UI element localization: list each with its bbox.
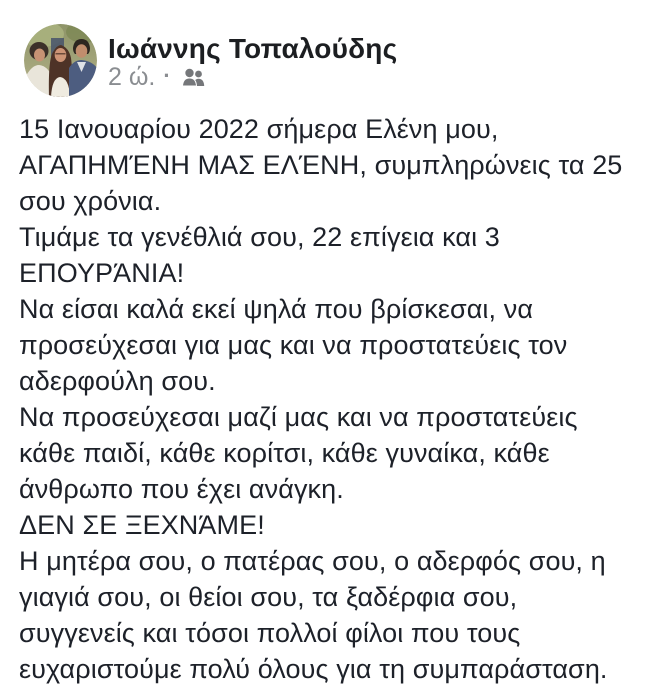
post-text-line: συγγενείς και τόσοι πολλοί φίλοι που τους: [19, 618, 521, 648]
profile-photo-icon: [24, 24, 97, 97]
post-text-line: αδερφούλη σου.: [19, 366, 216, 396]
post-text-line: ΑΓΑΠΗΜΈΝΗ ΜΑΣ ΕΛΈΝΗ, συμπληρώνεις τα 25: [19, 150, 623, 180]
post-text-line: ΕΠΟΥΡΆΝΙΑ!: [19, 258, 185, 288]
post-text-line: σου χρόνια.: [19, 186, 162, 216]
post-meta: [108, 63, 207, 92]
post-text-line: Η μητέρα σου, ο πατέρας σου, ο αδερφός σου, η: [19, 546, 606, 576]
post-text-line: ΔΕΝ ΣΕ ΞΕΧΝΆΜΕ!: [19, 510, 265, 540]
friends-icon: [181, 68, 207, 88]
timestamp[interactable]: 2 ώ.: [108, 63, 156, 91]
post-text-line: Τιμάμε τα γενέθλιά σου, 22 επίγεια και 3: [19, 222, 500, 252]
post-text-line: άνθρωπο που έχει ανάγκη.: [19, 474, 344, 504]
meta-separator: ·: [163, 62, 171, 88]
post-text-line: Να είσαι καλά εκεί ψηλά που βρίσκεσαι, να: [19, 294, 534, 324]
post-text: [0, 111, 650, 685]
post-text-line: κάθε παιδί, κάθε κορίτσι, κάθε γυναίκα, κάθε: [19, 438, 550, 468]
post-text-line: προσεύχεσαι για μας και να προστατεύεις τον: [19, 330, 568, 360]
post-text-line: ευχαριστούμε πολύ όλους για τη συμπαράσταση.: [19, 654, 608, 684]
post-text-line: 15 Ιανουαρίου 2022 σήμερα Ελένη μου,: [19, 114, 499, 144]
post-text-line: γιαγιά σου, οι θείοι σου, τα ξαδέρφια σου,: [19, 582, 518, 612]
post-text-line: Να προσεύχεσαι μαζί μας και να προστατεύεις: [19, 402, 578, 432]
author-name[interactable]: Ιωάννης Τοπαλούδης: [108, 33, 398, 64]
avatar[interactable]: [24, 24, 97, 97]
